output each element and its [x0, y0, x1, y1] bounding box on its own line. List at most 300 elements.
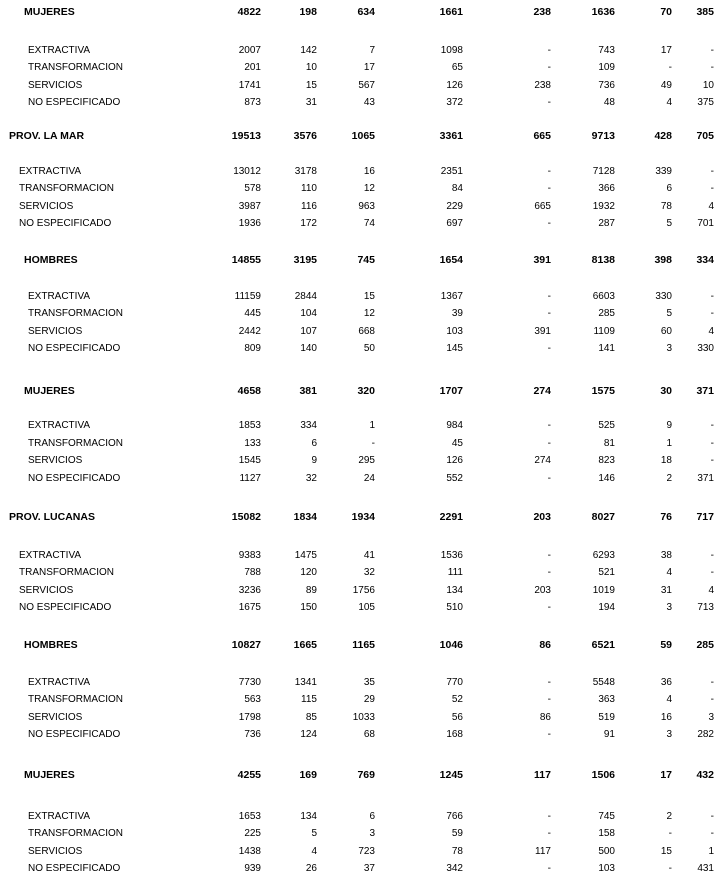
cell-value: 285 [598, 308, 615, 319]
cell-value: 4658 [237, 385, 261, 397]
cell-value: 5 [666, 308, 672, 319]
cell-value: - [710, 45, 714, 56]
cell-value: 3 [666, 602, 672, 613]
cell-value: 510 [446, 602, 463, 613]
table-row [0, 418, 718, 434]
cell-value: 1665 [293, 639, 317, 651]
cell-value: 1932 [592, 201, 615, 212]
cell-value: - [710, 166, 714, 177]
cell-value: 665 [534, 201, 551, 212]
cell-value: 330 [655, 291, 672, 302]
row-label: SERVICIOS [28, 455, 83, 466]
cell-value: 339 [655, 166, 672, 177]
cell-value: - [547, 62, 551, 73]
cell-value: 1934 [351, 511, 375, 523]
cell-value: 1536 [440, 550, 463, 561]
cell-value: 2844 [294, 291, 317, 302]
cell-value: 1046 [439, 639, 463, 651]
cell-value: 713 [697, 602, 714, 613]
row-label: EXTRACTIVA [28, 45, 91, 56]
cell-value: 1 [666, 438, 672, 449]
cell-value: 89 [305, 585, 317, 596]
group-row [0, 252, 718, 268]
cell-value: 1545 [238, 455, 261, 466]
cell-value: - [710, 811, 714, 822]
cell-value: - [710, 438, 714, 449]
cell-value: 563 [244, 694, 261, 705]
cell-value: 124 [300, 729, 317, 740]
cell-value: 1019 [592, 585, 615, 596]
cell-value: - [371, 438, 375, 449]
cell-value: 29 [363, 694, 375, 705]
cell-value: 10827 [231, 639, 261, 651]
table-row [0, 453, 718, 469]
cell-value: 1165 [352, 639, 375, 651]
cell-value: 116 [301, 201, 317, 212]
cell-value: 37 [363, 863, 375, 874]
cell-value: 736 [598, 80, 615, 91]
table-row [0, 809, 718, 825]
cell-value: 43 [363, 97, 375, 108]
cell-value: 84 [451, 183, 463, 194]
cell-value: 36 [660, 677, 672, 688]
cell-value: 81 [603, 438, 615, 449]
row-label: NO ESPECIFICADO [28, 729, 121, 740]
cell-value: 1438 [238, 846, 261, 857]
cell-value: 769 [357, 769, 375, 781]
cell-value: 65 [451, 62, 463, 73]
cell-value: 17 [660, 769, 672, 781]
cell-value: 745 [357, 254, 375, 266]
cell-value: 723 [358, 846, 375, 857]
cell-value: 16 [363, 166, 375, 177]
cell-value: 7 [369, 45, 375, 56]
cell-value: 1 [369, 420, 375, 431]
cell-value: 31 [305, 97, 317, 108]
cell-value: 18 [660, 455, 672, 466]
row-label: EXTRACTIVA [28, 811, 91, 822]
cell-value: - [668, 863, 672, 874]
cell-value: 50 [363, 343, 375, 354]
cell-value: 3 [369, 828, 375, 839]
row-label: NO ESPECIFICADO [19, 218, 112, 229]
cell-value: 3361 [439, 130, 463, 142]
cell-value: 5 [311, 828, 317, 839]
cell-value: 14855 [231, 254, 261, 266]
cell-value: 287 [598, 218, 615, 229]
cell-value: 3 [708, 712, 714, 723]
cell-value: 203 [533, 511, 551, 523]
cell-value: 194 [598, 602, 615, 613]
row-label: MUJERES [24, 385, 75, 397]
cell-value: 24 [363, 473, 375, 484]
cell-value: 26 [305, 863, 317, 874]
cell-value: 445 [244, 308, 261, 319]
cell-value: 35 [363, 677, 375, 688]
cell-value: - [547, 811, 551, 822]
cell-value: 12 [363, 183, 375, 194]
cell-value: 1245 [439, 769, 463, 781]
cell-value: - [547, 550, 551, 561]
cell-value: 126 [446, 80, 463, 91]
cell-value: 19513 [231, 130, 261, 142]
table-row [0, 289, 718, 305]
cell-value: 521 [598, 567, 615, 578]
row-label: TRANSFORMACION [28, 308, 123, 319]
cell-value: 330 [697, 343, 714, 354]
row-label: SERVICIOS [28, 846, 83, 857]
cell-value: 1936 [238, 218, 261, 229]
cell-value: 134 [300, 811, 317, 822]
cell-value: 1636 [591, 6, 615, 18]
cell-value: 391 [533, 254, 551, 266]
cell-value: 701 [697, 218, 714, 229]
cell-value: 431 [697, 863, 714, 874]
cell-value: - [668, 62, 672, 73]
cell-value: - [547, 828, 551, 839]
cell-value: 1098 [440, 45, 463, 56]
cell-value: 1475 [294, 550, 317, 561]
cell-value: 3236 [238, 585, 261, 596]
cell-value: 3576 [293, 130, 317, 142]
row-label: TRANSFORMACION [28, 438, 123, 449]
cell-value: 363 [598, 694, 615, 705]
cell-value: 15 [305, 80, 317, 91]
cell-value: 117 [534, 769, 551, 781]
cell-value: 788 [244, 567, 261, 578]
cell-value: 1741 [238, 80, 261, 91]
cell-value: 9713 [591, 130, 615, 142]
cell-value: 500 [598, 846, 615, 857]
cell-value: 745 [598, 811, 615, 822]
table-row [0, 692, 718, 708]
row-label: TRANSFORMACION [19, 567, 114, 578]
cell-value: - [547, 343, 551, 354]
cell-value: 31 [660, 585, 672, 596]
row-label: PROV. LUCANAS [9, 511, 95, 523]
cell-value: 229 [446, 201, 463, 212]
cell-value: 1109 [593, 326, 615, 337]
cell-value: 5548 [592, 677, 615, 688]
cell-value: 10 [305, 62, 317, 73]
cell-value: 49 [660, 80, 672, 91]
cell-value: 15 [660, 846, 672, 857]
cell-value: 3178 [294, 166, 317, 177]
cell-value: 198 [299, 6, 317, 18]
row-label: SERVICIOS [19, 201, 74, 212]
cell-value: 770 [446, 677, 463, 688]
row-label: TRANSFORMACION [28, 828, 123, 839]
cell-value: 2291 [439, 511, 463, 523]
cell-value: 4 [666, 97, 672, 108]
table-row [0, 861, 718, 877]
row-label: NO ESPECIFICADO [28, 97, 121, 108]
cell-value: 1033 [352, 712, 375, 723]
cell-value: - [547, 166, 551, 177]
table-row [0, 600, 718, 616]
row-label: EXTRACTIVA [28, 420, 91, 431]
cell-value: 823 [598, 455, 615, 466]
cell-value: 104 [300, 308, 317, 319]
cell-value: - [547, 567, 551, 578]
row-label: EXTRACTIVA [19, 550, 82, 561]
cell-value: - [547, 218, 551, 229]
cell-value: 9 [666, 420, 672, 431]
cell-value: 9 [311, 455, 317, 466]
cell-value: 334 [696, 254, 714, 266]
cell-value: - [547, 183, 551, 194]
cell-value: 552 [446, 473, 463, 484]
cell-value: 381 [299, 385, 317, 397]
cell-value: 17 [660, 45, 672, 56]
cell-value: 169 [299, 769, 317, 781]
table-row [0, 675, 718, 691]
cell-value: 432 [696, 769, 714, 781]
cell-value: 10 [702, 80, 714, 91]
cell-value: 282 [697, 729, 714, 740]
cell-value: 398 [654, 254, 672, 266]
table-row [0, 727, 718, 743]
cell-value: 1341 [294, 677, 317, 688]
table-row [0, 565, 718, 581]
cell-value: 3195 [293, 254, 317, 266]
cell-value: 76 [660, 511, 672, 523]
cell-value: 4255 [237, 769, 261, 781]
cell-value: 578 [244, 183, 261, 194]
cell-value: 86 [539, 639, 551, 651]
cell-value: 103 [446, 326, 463, 337]
table-row [0, 471, 718, 487]
cell-value: 736 [244, 729, 261, 740]
cell-value: 5 [666, 218, 672, 229]
cell-value: 32 [305, 473, 317, 484]
group-row [0, 637, 718, 653]
cell-value: 2007 [238, 45, 261, 56]
table-row [0, 181, 718, 197]
row-label: EXTRACTIVA [28, 677, 91, 688]
cell-value: - [668, 828, 672, 839]
cell-value: 59 [660, 639, 672, 651]
row-label: NO ESPECIFICADO [19, 602, 112, 613]
cell-value: 150 [300, 602, 317, 613]
cell-value: 1127 [239, 473, 261, 484]
table-row [0, 341, 718, 357]
cell-value: 238 [533, 6, 551, 18]
cell-value: 78 [660, 201, 672, 212]
cell-value: 766 [446, 811, 463, 822]
cell-value: 105 [358, 602, 375, 613]
table-row [0, 583, 718, 599]
cell-value: 285 [696, 639, 714, 651]
cell-value: 274 [533, 385, 551, 397]
group-row [0, 4, 718, 20]
cell-value: 2 [666, 473, 672, 484]
cell-value: - [547, 291, 551, 302]
cell-value: 1065 [351, 130, 375, 142]
cell-value: 375 [697, 97, 714, 108]
table-row [0, 216, 718, 232]
cell-value: 705 [696, 130, 714, 142]
row-label: EXTRACTIVA [28, 291, 91, 302]
row-label: HOMBRES [24, 254, 78, 266]
cell-value: 873 [244, 97, 261, 108]
cell-value: 133 [244, 438, 261, 449]
cell-value: - [547, 97, 551, 108]
cell-value: - [547, 677, 551, 688]
cell-value: 342 [446, 863, 463, 874]
cell-value: - [547, 45, 551, 56]
cell-value: 4 [708, 326, 714, 337]
cell-value: 41 [363, 550, 375, 561]
table-row [0, 60, 718, 76]
cell-value: 52 [451, 694, 463, 705]
row-label: NO ESPECIFICADO [28, 343, 121, 354]
cell-value: 6 [666, 183, 672, 194]
cell-value: 1834 [293, 511, 317, 523]
cell-value: 2 [666, 811, 672, 822]
cell-value: - [547, 438, 551, 449]
row-label: TRANSFORMACION [19, 183, 114, 194]
cell-value: 4 [708, 201, 714, 212]
row-label: SERVICIOS [19, 585, 74, 596]
cell-value: - [547, 863, 551, 874]
cell-value: 372 [446, 97, 463, 108]
cell-value: 110 [301, 183, 317, 194]
cell-value: 743 [598, 45, 615, 56]
table-row [0, 826, 718, 842]
cell-value: 697 [446, 218, 463, 229]
cell-value: 225 [244, 828, 261, 839]
cell-value: - [710, 62, 714, 73]
cell-value: 1367 [440, 291, 463, 302]
cell-value: - [710, 308, 714, 319]
cell-value: 1575 [591, 385, 615, 397]
cell-value: 1653 [238, 811, 261, 822]
cell-value: 366 [598, 183, 615, 194]
cell-value: 203 [534, 585, 551, 596]
row-label: NO ESPECIFICADO [28, 863, 121, 874]
cell-value: 7730 [238, 677, 261, 688]
group-row [0, 767, 718, 783]
cell-value: 91 [603, 729, 615, 740]
table-row [0, 324, 718, 340]
cell-value: 1798 [238, 712, 261, 723]
cell-value: - [547, 308, 551, 319]
cell-value: - [710, 420, 714, 431]
cell-value: 1661 [439, 6, 463, 18]
cell-value: 809 [244, 343, 261, 354]
table-row [0, 306, 718, 322]
row-label: MUJERES [24, 769, 75, 781]
cell-value: 3 [666, 343, 672, 354]
row-label: TRANSFORMACION [28, 694, 123, 705]
cell-value: 6 [369, 811, 375, 822]
group-row [0, 509, 718, 525]
cell-value: 385 [696, 6, 714, 18]
cell-value: 939 [244, 863, 261, 874]
cell-value: 3987 [238, 201, 261, 212]
cell-value: 295 [358, 455, 375, 466]
cell-value: 107 [300, 326, 317, 337]
cell-value: 4822 [237, 6, 261, 18]
cell-value: 15 [363, 291, 375, 302]
row-label: TRANSFORMACION [28, 62, 123, 73]
group-row [0, 383, 718, 399]
cell-value: - [710, 828, 714, 839]
cell-value: 85 [305, 712, 317, 723]
cell-value: 8027 [591, 511, 615, 523]
cell-value: - [710, 567, 714, 578]
cell-value: 30 [660, 385, 672, 397]
cell-value: 103 [598, 863, 615, 874]
cell-value: 7128 [592, 166, 615, 177]
cell-value: 1654 [439, 254, 463, 266]
cell-value: 8138 [591, 254, 615, 266]
cell-value: 4 [708, 585, 714, 596]
cell-value: 140 [300, 343, 317, 354]
cell-value: 172 [300, 218, 317, 229]
cell-value: 665 [533, 130, 551, 142]
cell-value: 111 [447, 567, 463, 578]
table-row [0, 43, 718, 59]
cell-value: 320 [357, 385, 375, 397]
cell-value: - [710, 183, 714, 194]
row-label: MUJERES [24, 6, 75, 18]
cell-value: 274 [534, 455, 551, 466]
cell-value: 6603 [592, 291, 615, 302]
row-label: SERVICIOS [28, 80, 83, 91]
cell-value: 428 [654, 130, 672, 142]
table-row [0, 710, 718, 726]
cell-value: 238 [534, 80, 551, 91]
cell-value: 17 [363, 62, 375, 73]
cell-value: 74 [363, 218, 375, 229]
cell-value: - [547, 473, 551, 484]
cell-value: 168 [446, 729, 463, 740]
cell-value: 984 [446, 420, 463, 431]
cell-value: 567 [358, 80, 375, 91]
cell-value: 717 [696, 511, 714, 523]
cell-value: 45 [451, 438, 463, 449]
cell-value: 634 [357, 6, 375, 18]
cell-value: 391 [534, 326, 551, 337]
cell-value: - [710, 550, 714, 561]
cell-value: 6521 [591, 639, 615, 651]
cell-value: 1675 [238, 602, 261, 613]
cell-value: 59 [451, 828, 463, 839]
cell-value: 4 [311, 846, 317, 857]
cell-value: - [547, 694, 551, 705]
row-label: HOMBRES [24, 639, 78, 651]
cell-value: 668 [358, 326, 375, 337]
cell-value: 15082 [231, 511, 261, 523]
cell-value: 1506 [591, 769, 615, 781]
table-row [0, 164, 718, 180]
cell-value: 11159 [234, 291, 261, 302]
cell-value: 334 [300, 420, 317, 431]
cell-value: 9383 [238, 550, 261, 561]
cell-value: 4 [666, 567, 672, 578]
cell-value: 525 [598, 420, 615, 431]
cell-value: 12 [363, 308, 375, 319]
table-row [0, 95, 718, 111]
cell-value: 13012 [233, 166, 261, 177]
cell-value: 1 [708, 846, 714, 857]
cell-value: 32 [363, 567, 375, 578]
row-label: EXTRACTIVA [19, 166, 82, 177]
row-label: PROV. LA MAR [9, 130, 85, 142]
table-row [0, 844, 718, 860]
